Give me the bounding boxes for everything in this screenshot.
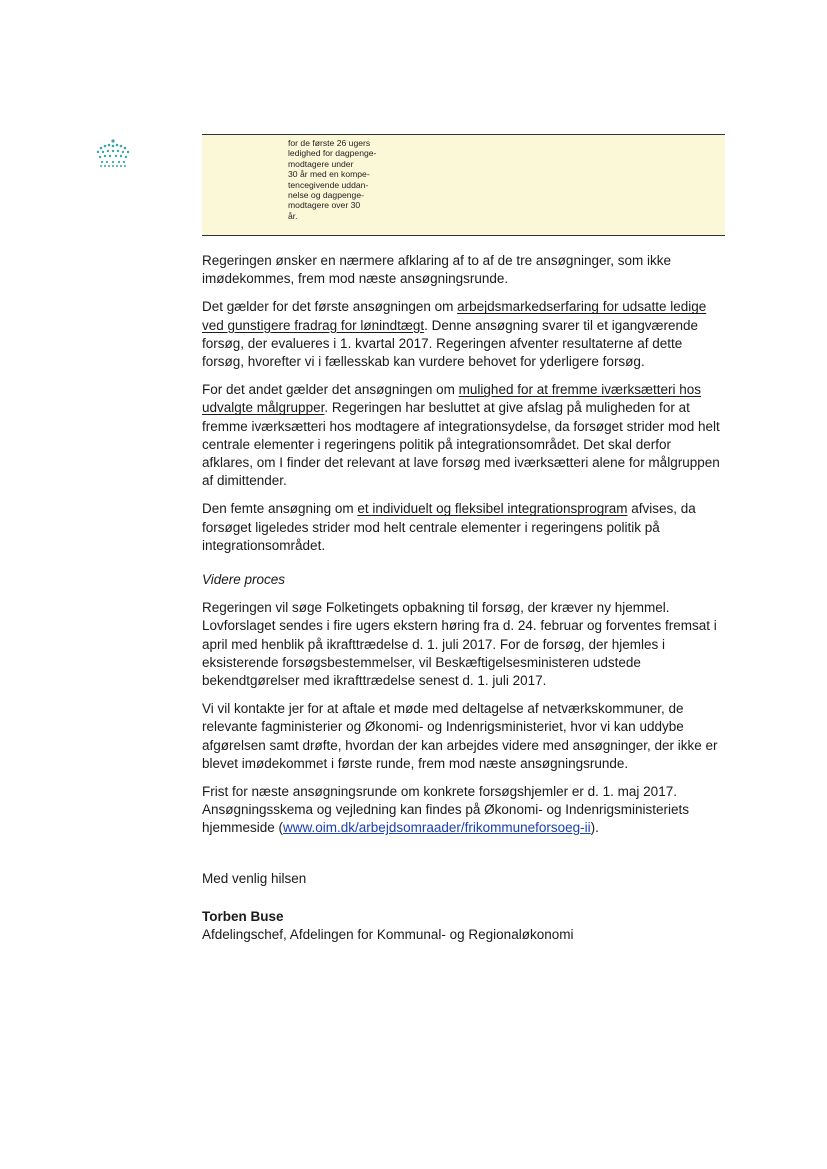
paragraph-moede: Vi vil kontakte jer for at aftale et møde med deltagelse af netværkskommuner, de relevante fagministerier og Økonomi- og Indenrigsministeriet, hvor vi kan uddybe afgørelsen samt drøfte, hvordan der kan arbejdes videre med ansøgninger, der ikke er blevet imødekommet i første runde, frem mod næste ansøgningsrunde. xyxy=(202,701,718,771)
crown-logo-icon xyxy=(93,139,133,169)
table-fragment xyxy=(202,134,725,236)
paragraph-second-application xyxy=(202,381,725,490)
signatory-name: Torben Buse xyxy=(202,908,284,924)
paragraph-text: For det andet gælder det ansøgningen om xyxy=(202,382,459,398)
paragraph-first-application xyxy=(202,298,725,371)
section-heading: Videre proces xyxy=(202,572,286,588)
paragraph-fifth-application xyxy=(202,500,725,555)
application-title-arbejdsmarkedserfaring: arbejdsmarkedserfaring for udsatte ledige ved gunstigere fradrag for lønindtægt xyxy=(202,299,707,333)
paragraph-lovforslag: Regeringen vil søge Folketingets opbakning til forsøg, der kræver ny hjemmel. Lovforslaget sendes i fire ugers ekstern høring fra d. 24. februar og forventes fremsat i april med henblik på ikrafttrædelse d. 1. juli 2017. For de forsøg, der hjemles i eksisterende forsøgsbestemmelser, vil Beskæftigelsesministeren udstede bekendtgørelser med ikrafttrædelse senest d. 1. juli 2017. xyxy=(202,600,717,689)
signatory-title: Afdelingschef, Afdelingen for Kommunal- og Regionaløkonomi xyxy=(202,927,574,943)
paragraph-text: ). xyxy=(590,820,599,836)
letter-body xyxy=(202,134,725,944)
paragraph-text: . Denne ansøgning svarer til et igangværende forsøg, der evalueres i 1. kvartal 2017. Regeringen afventer resultaterne af dette forsøg, hvorefter vi i fællesskab kan vurdere behovet for yderligere forsøg. xyxy=(202,317,699,370)
paragraph-text: Den femte ansøgning om xyxy=(202,501,358,517)
paragraph-text: Frist for næste ansøgningsrunde om konkrete forsøgshjemler er d. 1. maj 2017. Ansøgningsskema og vejledning kan findes på Økonomi- og Indenrigsministeriets hjemmeside ( xyxy=(202,784,690,836)
paragraph-afklaring: Regeringen ønsker en nærmere afklaring af to af de tre ansøgninger, som ikke imødekommes, frem mod næste ansøgningsrunde. xyxy=(202,253,671,287)
paragraph-frist xyxy=(202,783,725,838)
closing-greeting: Med venlig hilsen xyxy=(202,870,307,886)
table-cell-text: for de første 26 ugers ledighed for dagpenge- modtagere under 30 år med en kompe- tencegivende uddan- nelse og dagpenge- modtagere over 30 år. xyxy=(288,138,377,221)
paragraph-text: afvises, da forsøget ligeledes strider mod helt centrale elementer i regeringens politik på integrationsområdet. xyxy=(202,501,696,553)
paragraph-text: Det gælder for det første ansøgningen om xyxy=(202,299,458,315)
paragraph-text: . Regeringen har besluttet at give afslag på muligheden for at fremme iværksætteri hos modtagere af integrationsydelse, da forsøget strider mod helt centrale elementer i regeringens politik på integrationsområdet. Det skal derfor afklares, om I finder det relevant at lave forsøg med iværksætteri alene for målgruppen af dimittender. xyxy=(202,400,720,489)
website-link[interactable]: www.oim.dk/arbejdsomraader/frikommuneforsoeg-ii xyxy=(283,820,591,836)
application-title-integrationsprogram: et individuelt og fleksibel integrationsprogram xyxy=(357,501,628,517)
application-title-ivaerksaetteri: mulighed for at fremme iværksætteri hos udvalgte målgrupper xyxy=(202,382,701,416)
